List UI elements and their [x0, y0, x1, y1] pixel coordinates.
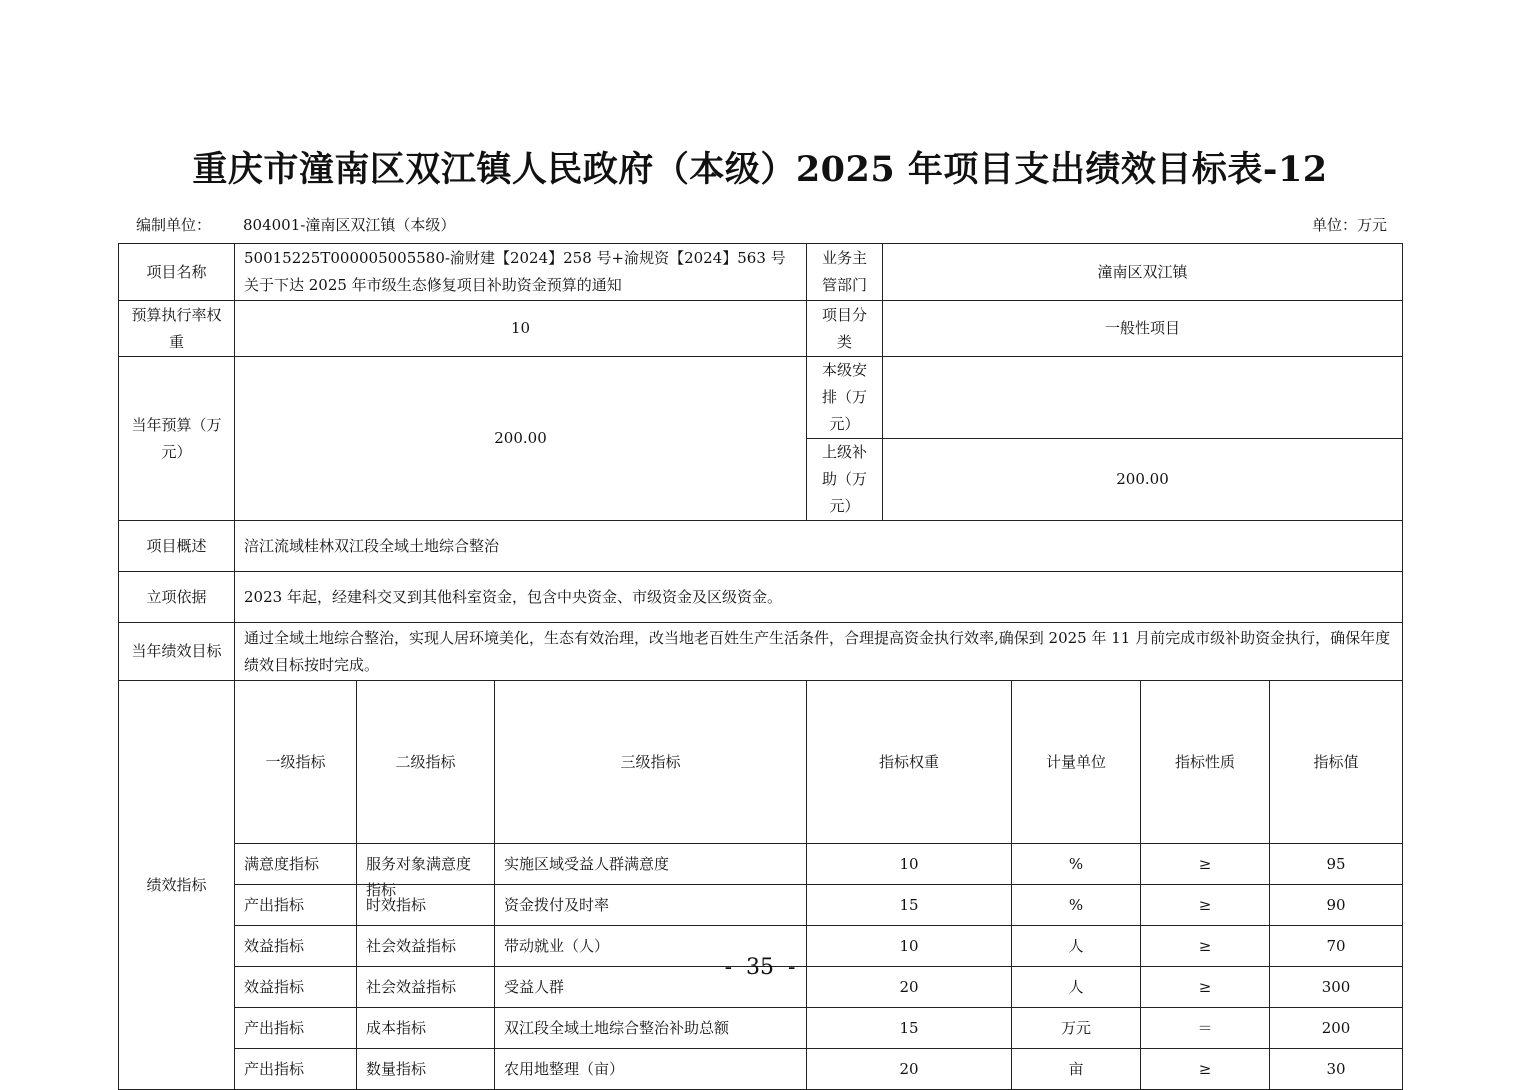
header-weight: 指标权重	[807, 681, 1012, 844]
table-row	[119, 844, 1403, 885]
indicator-l2: 成本指标	[366, 1018, 427, 1037]
indicator-weight: 10	[807, 844, 1012, 885]
category-label: 项目分类	[807, 301, 883, 357]
header-l1: 一级指标	[235, 681, 357, 844]
indicator-l3: 资金拨付及时率	[504, 895, 610, 914]
indicator-value: 90	[1270, 885, 1403, 926]
indicators-label: 绩效指标	[119, 681, 235, 1090]
basis-label: 立项依据	[119, 572, 235, 623]
row-exec-rate	[119, 301, 1403, 357]
row-basis	[119, 572, 1403, 623]
indicator-nature: ≥	[1141, 885, 1270, 926]
goal-label: 当年绩效目标	[119, 623, 235, 681]
compiler-unit-name: 804001-潼南区双江镇（本级）	[243, 216, 456, 234]
header-value: 指标值	[1270, 681, 1403, 844]
indicator-l1: 效益指标	[235, 926, 357, 967]
indicator-weight: 15	[807, 1008, 1012, 1049]
indicator-value: 70	[1270, 926, 1403, 967]
exec-rate-value: 10	[235, 301, 807, 357]
row-budget-local	[119, 357, 1403, 439]
upper-label: 上级补助（万元）	[807, 439, 883, 521]
indicator-nature: ≥	[1141, 926, 1270, 967]
indicator-l3: 受益人群	[504, 977, 565, 996]
indicator-unit: %	[1012, 844, 1141, 885]
dept-label: 业务主管部门	[807, 244, 883, 301]
header-l2: 二级指标	[357, 681, 495, 844]
indicator-l1: 产出指标	[235, 1008, 357, 1049]
indicator-unit: 人	[1012, 967, 1141, 1008]
indicator-nature: ＝	[1141, 1008, 1270, 1049]
indicator-l2: 服务对象满意度指标	[366, 854, 472, 899]
indicator-value: 300	[1270, 967, 1403, 1008]
table-row	[119, 1008, 1403, 1049]
indicator-weight: 15	[807, 885, 1012, 926]
indicator-weight: 20	[807, 1049, 1012, 1090]
indicator-l3: 带动就业（人）	[504, 936, 610, 955]
page-number: - 35 -	[724, 955, 796, 980]
indicator-unit: 万元	[1012, 1008, 1141, 1049]
project-name: 50015225T000005005580-渝财建【2024】258 号+渝规资【2024】563 号关于下达 2025 年市级生态修复项目补助资金预算的通知	[235, 244, 807, 301]
indicator-header-row	[119, 681, 1403, 844]
indicator-l2: 社会效益指标	[366, 977, 457, 996]
page-title: 重庆市潼南区双江镇人民政府（本级）2025 年项目支出绩效目标表-12	[192, 149, 1328, 190]
indicator-value: 95	[1270, 844, 1403, 885]
indicator-nature: ≥	[1141, 1049, 1270, 1090]
compiler-unit-label: 编制单位：	[136, 216, 212, 234]
indicator-l1: 产出指标	[235, 1049, 357, 1090]
project-name-label: 项目名称	[119, 244, 235, 301]
indicator-l1: 满意度指标	[235, 844, 357, 885]
header-unit: 计量单位	[1012, 681, 1141, 844]
indicator-nature: ≥	[1141, 967, 1270, 1008]
indicator-l2: 数量指标	[366, 1059, 427, 1078]
row-overview	[119, 521, 1403, 572]
indicator-l1: 产出指标	[235, 885, 357, 926]
indicator-unit: 人	[1012, 926, 1141, 967]
indicator-value: 30	[1270, 1049, 1403, 1090]
local-label: 本级安排（万元）	[807, 357, 883, 439]
indicator-l3: 农用地整理（亩）	[504, 1059, 625, 1078]
indicator-nature: ≥	[1141, 844, 1270, 885]
category-value: 一般性项目	[883, 301, 1403, 357]
upper-value: 200.00	[883, 439, 1403, 521]
overview-label: 项目概述	[119, 521, 235, 572]
header-l3: 三级指标	[495, 681, 807, 844]
overview-value: 涪江流域桂林双江段全域土地综合整治	[235, 521, 1403, 572]
table-row	[119, 885, 1403, 926]
indicator-unit: 亩	[1012, 1049, 1141, 1090]
goal-value: 通过全域土地综合整治，实现人居环境美化，生态有效治理，改当地老百姓生产生活条件，合理提高资金执行效率,确保到 2025 年 11 月前完成市级补助资金执行，确保年度绩效目标按时完成。	[235, 623, 1403, 681]
indicator-l2: 时效指标	[366, 895, 427, 914]
table-row	[119, 1049, 1403, 1090]
indicator-l3: 双江段全域土地综合整治补助总额	[504, 1018, 730, 1037]
indicator-l3: 实施区域受益人群满意度	[504, 854, 670, 873]
budget-value: 200.00	[235, 357, 807, 521]
indicator-weight: 10	[807, 926, 1012, 967]
indicator-weight: 20	[807, 967, 1012, 1008]
budget-label: 当年预算（万元）	[119, 357, 235, 521]
header-nature: 指标性质	[1141, 681, 1270, 844]
exec-rate-label: 预算执行率权重	[119, 301, 235, 357]
local-value	[883, 357, 1403, 439]
indicator-unit: %	[1012, 885, 1141, 926]
row-project-name	[119, 244, 1403, 301]
money-unit: 单位：万元	[1312, 216, 1388, 234]
row-goal	[119, 623, 1403, 681]
basis-value: 2023 年起，经建科交叉到其他科室资金，包含中央资金、市级资金及区级资金。	[235, 572, 1403, 623]
indicator-value: 200	[1270, 1008, 1403, 1049]
indicator-l1: 效益指标	[235, 967, 357, 1008]
dept-value: 潼南区双江镇	[883, 244, 1403, 301]
indicator-l2: 社会效益指标	[366, 936, 457, 955]
